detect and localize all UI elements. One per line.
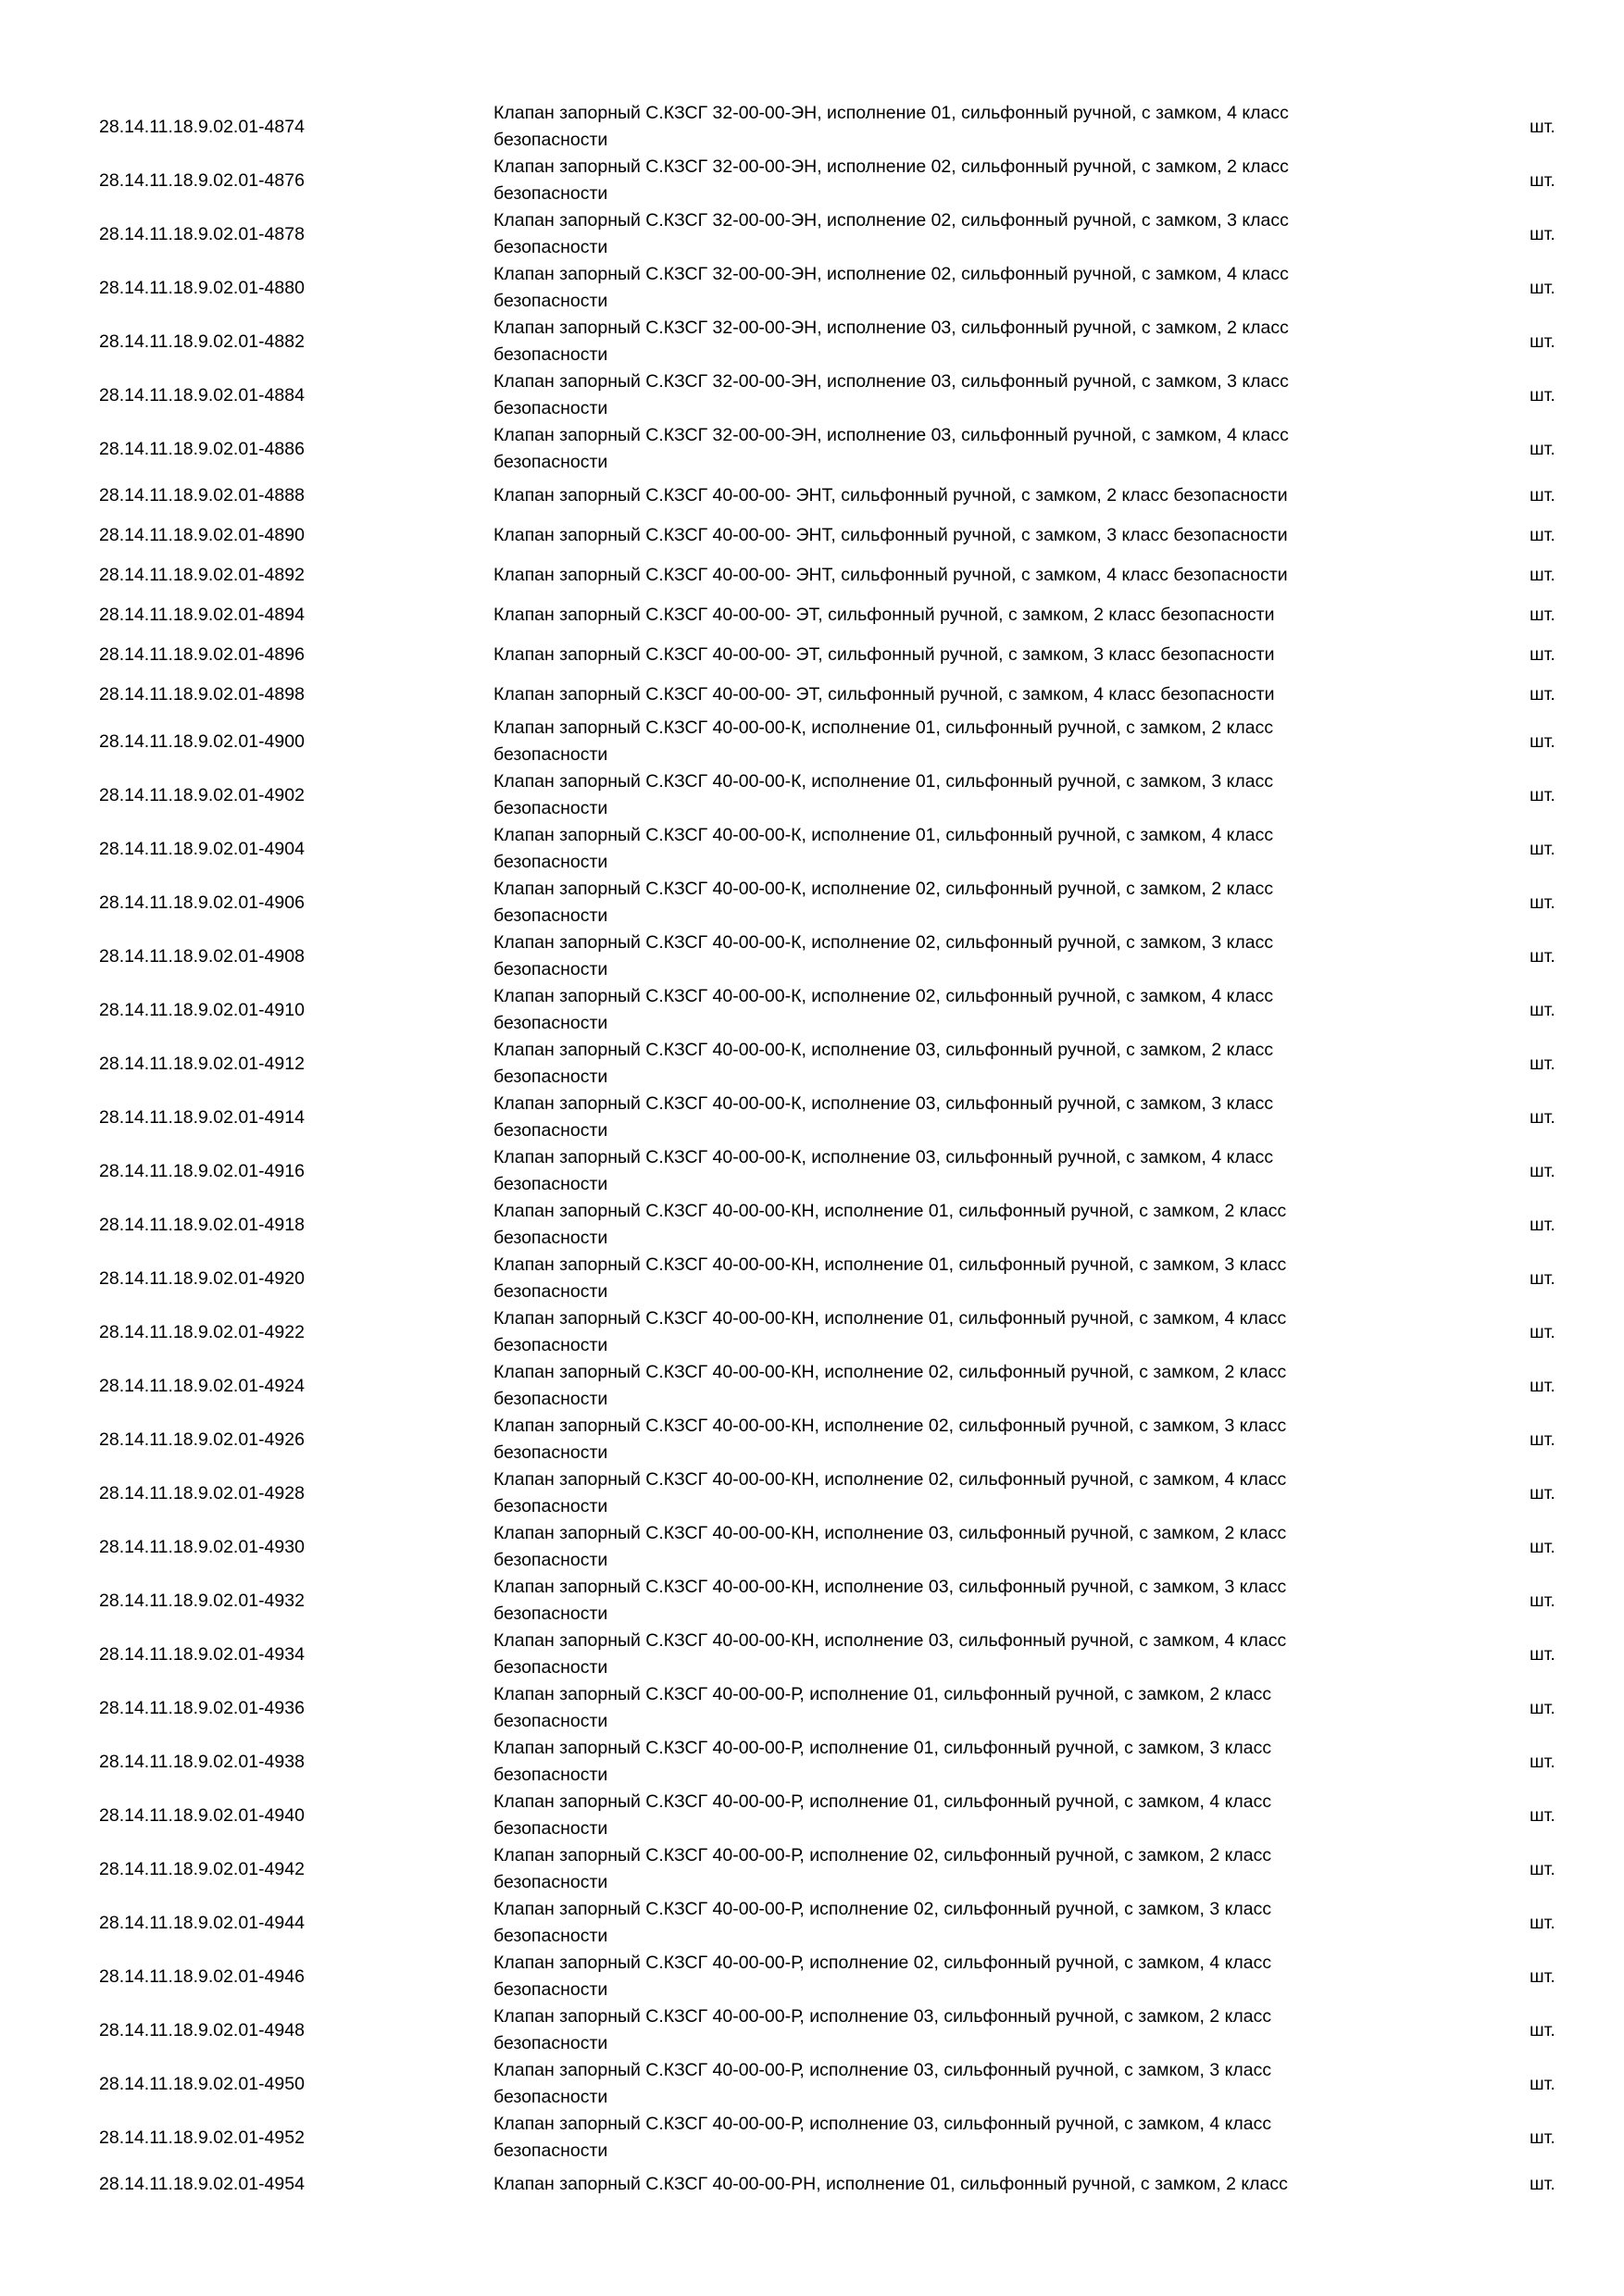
item-code: 28.14.11.18.9.02.01-4918 (99, 1214, 305, 1235)
item-description-text: Клапан запорный С.КЗСГ 40-00-00-К, исполнение 01, сильфонный ручной, с замком, 2 класс безопасности (493, 718, 1274, 765)
item-description (493, 2057, 1382, 2111)
item-description-text: Клапан запорный С.КЗСГ 40-00-00-Р, исполнение 01, сильфонный ручной, с замком, 2 класс безопасности (493, 1684, 1272, 1731)
item-code: 28.14.11.18.9.02.01-4888 (99, 485, 305, 505)
item-description-text: Клапан запорный С.КЗСГ 40-00-00-К, исполнение 03, сильфонный ручной, с замком, 2 класс безопасности (493, 1040, 1274, 1087)
item-description-text: Клапан запорный С.КЗСГ 40-00-00-КН, исполнение 02, сильфонный ручной, с замком, 2 класс безопасности (493, 1362, 1287, 1409)
item-code: 28.14.11.18.9.02.01-4944 (99, 1912, 305, 1933)
item-unit: шт. (1530, 892, 1555, 913)
item-unit: шт. (1530, 2127, 1555, 2148)
item-unit: шт. (1530, 485, 1555, 505)
item-description-text: Клапан запорный С.КЗСГ 40-00-00-Р, исполнение 01, сильфонный ручной, с замком, 3 класс безопасности (493, 1738, 1272, 1785)
item-code: 28.14.11.18.9.02.01-4942 (99, 1858, 305, 1879)
item-description (493, 595, 1382, 635)
item-description-text: Клапан запорный С.КЗСГ 40-00-00-К, исполнение 01, сильфонный ручной, с замком, 3 класс безопасности (493, 771, 1274, 818)
item-description-text: Клапан запорный С.КЗСГ 40-00-00-Р, исполнение 03, сильфонный ручной, с замком, 2 класс безопасности (493, 2006, 1272, 2053)
item-description (493, 983, 1382, 1037)
item-description (493, 207, 1382, 261)
item-code: 28.14.11.18.9.02.01-4912 (99, 1053, 305, 1074)
item-description (493, 1896, 1382, 1950)
item-description (493, 315, 1382, 368)
table-row (0, 154, 1624, 207)
item-description-text: Клапан запорный С.КЗСГ 40-00-00-КН, исполнение 02, сильфонный ручной, с замком, 3 класс безопасности (493, 1416, 1287, 1463)
item-unit: шт. (1530, 1965, 1555, 1987)
item-unit: шт. (1530, 1106, 1555, 1128)
item-code: 28.14.11.18.9.02.01-4940 (99, 1804, 305, 1826)
item-unit: шт. (1530, 1804, 1555, 1826)
item-unit: шт. (1530, 2174, 1555, 2194)
item-code: 28.14.11.18.9.02.01-4876 (99, 169, 305, 191)
item-description-text: Клапан запорный С.КЗСГ 40-00-00-Р, исполнение 01, сильфонный ручной, с замком, 4 класс безопасности (493, 1791, 1272, 1839)
table-row (0, 2111, 1624, 2165)
item-description-text: Клапан запорный С.КЗСГ 40-00-00-К, исполнение 03, сильфонный ручной, с замком, 4 класс безопасности (493, 1147, 1274, 1194)
item-code: 28.14.11.18.9.02.01-4948 (99, 2019, 305, 2040)
table-row (0, 876, 1624, 930)
item-unit: шт. (1530, 1697, 1555, 1718)
item-unit: шт. (1530, 1643, 1555, 1665)
item-code: 28.14.11.18.9.02.01-4924 (99, 1375, 305, 1396)
item-description (493, 822, 1382, 876)
item-code: 28.14.11.18.9.02.01-4880 (99, 277, 305, 298)
item-description (493, 768, 1382, 822)
table-row (0, 315, 1624, 368)
item-description (493, 154, 1382, 207)
item-description (493, 2003, 1382, 2057)
item-description-text: Клапан запорный С.КЗСГ 40-00-00-КН, исполнение 03, сильфонный ручной, с замком, 3 класс безопасности (493, 1577, 1287, 1624)
table-row (0, 1520, 1624, 1574)
item-description (493, 516, 1382, 555)
item-code: 28.14.11.18.9.02.01-4884 (99, 384, 305, 406)
item-description-text: Клапан запорный С.КЗСГ 40-00-00-К, исполнение 02, сильфонный ручной, с замком, 4 класс безопасности (493, 986, 1274, 1033)
item-code: 28.14.11.18.9.02.01-4908 (99, 945, 305, 967)
item-code: 28.14.11.18.9.02.01-4898 (99, 684, 305, 705)
table-row (0, 983, 1624, 1037)
item-code: 28.14.11.18.9.02.01-4938 (99, 1751, 305, 1772)
item-description (493, 1252, 1382, 1305)
item-code: 28.14.11.18.9.02.01-4910 (99, 999, 305, 1020)
item-unit: шт. (1530, 438, 1555, 459)
item-unit: шт. (1530, 1321, 1555, 1342)
item-unit: шт. (1530, 605, 1555, 625)
item-code: 28.14.11.18.9.02.01-4878 (99, 223, 305, 244)
item-unit: шт. (1530, 1375, 1555, 1396)
item-code: 28.14.11.18.9.02.01-4952 (99, 2127, 305, 2148)
item-description-text: Клапан запорный С.КЗСГ 40-00-00- ЭНТ, сильфонный ручной, с замком, 2 класс безопасности (493, 485, 1288, 505)
item-description-text: Клапан запорный С.КЗСГ 32-00-00-ЭН, исполнение 03, сильфонный ручной, с замком, 3 класс безопасности (493, 371, 1289, 418)
table-row (0, 768, 1624, 822)
item-unit: шт. (1530, 1429, 1555, 1450)
item-description (493, 635, 1382, 675)
item-description-text: Клапан запорный С.КЗСГ 40-00-00-КН, исполнение 01, сильфонный ручной, с замком, 4 класс безопасности (493, 1308, 1287, 1355)
item-code: 28.14.11.18.9.02.01-4900 (99, 730, 305, 752)
item-unit: шт. (1530, 116, 1555, 137)
item-unit: шт. (1530, 1536, 1555, 1557)
item-description-text: Клапан запорный С.КЗСГ 40-00-00-КН, исполнение 03, сильфонный ручной, с замком, 2 класс безопасности (493, 1523, 1287, 1570)
item-description (493, 1842, 1382, 1896)
item-code: 28.14.11.18.9.02.01-4926 (99, 1429, 305, 1450)
item-unit: шт. (1530, 1160, 1555, 1181)
item-description (493, 1735, 1382, 1789)
item-code: 28.14.11.18.9.02.01-4934 (99, 1643, 305, 1665)
item-code: 28.14.11.18.9.02.01-4920 (99, 1267, 305, 1289)
item-unit: шт. (1530, 1858, 1555, 1879)
item-code: 28.14.11.18.9.02.01-4896 (99, 644, 305, 665)
item-description-text: Клапан запорный С.КЗСГ 40-00-00-КН, исполнение 01, сильфонный ручной, с замком, 3 класс безопасности (493, 1254, 1287, 1302)
table-row (0, 1198, 1624, 1252)
item-code: 28.14.11.18.9.02.01-4902 (99, 784, 305, 805)
item-description (493, 1305, 1382, 1359)
table-row (0, 1466, 1624, 1520)
item-code: 28.14.11.18.9.02.01-4928 (99, 1482, 305, 1504)
item-code: 28.14.11.18.9.02.01-4936 (99, 1697, 305, 1718)
item-description-text: Клапан запорный С.КЗСГ 40-00-00-РН, исполнение 01, сильфонный ручной, с замком, 2 класс (493, 2174, 1288, 2194)
item-code: 28.14.11.18.9.02.01-4916 (99, 1160, 305, 1181)
item-description-text: Клапан запорный С.КЗСГ 40-00-00-К, исполнение 02, сильфонный ручной, с замком, 2 класс безопасности (493, 879, 1274, 926)
item-description (493, 1466, 1382, 1520)
table-row (0, 675, 1624, 715)
item-code: 28.14.11.18.9.02.01-4874 (99, 116, 305, 137)
table-row (0, 1789, 1624, 1842)
table-row (0, 100, 1624, 154)
item-code: 28.14.11.18.9.02.01-4892 (99, 565, 305, 585)
item-unit: шт. (1530, 1214, 1555, 1235)
table-row (0, 422, 1624, 476)
item-code: 28.14.11.18.9.02.01-4954 (99, 2174, 305, 2194)
item-description-text: Клапан запорный С.КЗСГ 40-00-00-К, исполнение 03, сильфонный ручной, с замком, 3 класс безопасности (493, 1093, 1274, 1141)
item-description-text: Клапан запорный С.КЗСГ 32-00-00-ЭН, исполнение 02, сильфонный ручной, с замком, 3 класс безопасности (493, 210, 1289, 257)
table-row (0, 1628, 1624, 1681)
item-unit: шт. (1530, 1912, 1555, 1933)
table-row (0, 1950, 1624, 2003)
table-row (0, 930, 1624, 983)
item-description (493, 100, 1382, 154)
item-description (493, 1037, 1382, 1091)
item-description-text: Клапан запорный С.КЗСГ 40-00-00- ЭТ, сильфонный ручной, с замком, 3 класс безопасности (493, 644, 1275, 665)
item-unit: шт. (1530, 1267, 1555, 1289)
item-description (493, 1520, 1382, 1574)
table-row (0, 207, 1624, 261)
item-description (493, 422, 1382, 476)
item-unit: шт. (1530, 169, 1555, 191)
item-description-text: Клапан запорный С.КЗСГ 40-00-00-К, исполнение 01, сильфонный ручной, с замком, 4 класс безопасности (493, 825, 1274, 872)
item-description-text: Клапан запорный С.КЗСГ 40-00-00-Р, исполнение 02, сильфонный ручной, с замком, 2 класс безопасности (493, 1845, 1272, 1892)
item-description (493, 261, 1382, 315)
item-description-text: Клапан запорный С.КЗСГ 40-00-00- ЭТ, сильфонный ручной, с замком, 4 класс безопасности (493, 684, 1275, 705)
item-unit: шт. (1530, 1590, 1555, 1611)
item-code: 28.14.11.18.9.02.01-4932 (99, 1590, 305, 1611)
table-row (0, 1359, 1624, 1413)
item-unit: шт. (1530, 684, 1555, 705)
item-unit: шт. (1530, 2019, 1555, 2040)
table-row (0, 476, 1624, 516)
item-unit: шт. (1530, 1751, 1555, 1772)
table-row (0, 715, 1624, 768)
item-description-text: Клапан запорный С.КЗСГ 40-00-00- ЭНТ, сильфонный ручной, с замком, 4 класс безопасности (493, 565, 1288, 585)
table-row (0, 595, 1624, 635)
table-row (0, 2003, 1624, 2057)
item-code: 28.14.11.18.9.02.01-4906 (99, 892, 305, 913)
item-code: 28.14.11.18.9.02.01-4914 (99, 1106, 305, 1128)
item-description (493, 555, 1382, 595)
item-unit: шт. (1530, 223, 1555, 244)
item-code: 28.14.11.18.9.02.01-4904 (99, 838, 305, 859)
document-table (0, 100, 1624, 2204)
item-description (493, 1359, 1382, 1413)
item-description (493, 1628, 1382, 1681)
item-description-text: Клапан запорный С.КЗСГ 40-00-00-Р, исполнение 03, сильфонный ручной, с замком, 3 класс безопасности (493, 2060, 1272, 2107)
item-unit: шт. (1530, 784, 1555, 805)
item-description (493, 476, 1382, 516)
item-description-text: Клапан запорный С.КЗСГ 32-00-00-ЭН, исполнение 02, сильфонный ручной, с замком, 2 класс безопасности (493, 156, 1289, 204)
item-code: 28.14.11.18.9.02.01-4930 (99, 1536, 305, 1557)
item-unit: шт. (1530, 525, 1555, 545)
table-row (0, 1144, 1624, 1198)
item-description-text: Клапан запорный С.КЗСГ 32-00-00-ЭН, исполнение 03, сильфонный ручной, с замком, 4 класс безопасности (493, 425, 1289, 472)
item-unit: шт. (1530, 331, 1555, 352)
table-row (0, 1896, 1624, 1950)
table-row (0, 1091, 1624, 1144)
item-description (493, 1681, 1382, 1735)
item-description-text: Клапан запорный С.КЗСГ 40-00-00-Р, исполнение 02, сильфонный ручной, с замком, 4 класс безопасности (493, 1953, 1272, 2000)
item-code: 28.14.11.18.9.02.01-4946 (99, 1965, 305, 1987)
item-description (493, 675, 1382, 715)
item-description (493, 368, 1382, 422)
item-description-text: Клапан запорный С.КЗСГ 40-00-00-КН, исполнение 01, сильфонный ручной, с замком, 2 класс безопасности (493, 1201, 1287, 1248)
item-description-text: Клапан запорный С.КЗСГ 40-00-00- ЭТ, сильфонный ручной, с замком, 2 класс безопасности (493, 605, 1275, 625)
item-unit: шт. (1530, 644, 1555, 665)
table-row (0, 1037, 1624, 1091)
item-description (493, 1789, 1382, 1842)
table-row (0, 368, 1624, 422)
item-unit: шт. (1530, 384, 1555, 406)
item-unit: шт. (1530, 1482, 1555, 1504)
item-description (493, 876, 1382, 930)
table-row (0, 2165, 1624, 2204)
item-description-text: Клапан запорный С.КЗСГ 40-00-00-К, исполнение 02, сильфонный ручной, с замком, 3 класс безопасности (493, 932, 1274, 980)
table-row (0, 1681, 1624, 1735)
table-row (0, 1252, 1624, 1305)
item-unit: шт. (1530, 1053, 1555, 1074)
item-description-text: Клапан запорный С.КЗСГ 40-00-00-КН, исполнение 03, сильфонный ручной, с замком, 4 класс безопасности (493, 1630, 1287, 1678)
item-description (493, 1574, 1382, 1628)
item-code: 28.14.11.18.9.02.01-4882 (99, 331, 305, 352)
item-code: 28.14.11.18.9.02.01-4922 (99, 1321, 305, 1342)
item-description-text: Клапан запорный С.КЗСГ 32-00-00-ЭН, исполнение 01, сильфонный ручной, с замком, 4 класс безопасности (493, 103, 1289, 150)
table-row (0, 635, 1624, 675)
item-description (493, 715, 1382, 768)
item-unit: шт. (1530, 565, 1555, 585)
item-unit: шт. (1530, 999, 1555, 1020)
item-code: 28.14.11.18.9.02.01-4886 (99, 438, 305, 459)
item-description-text: Клапан запорный С.КЗСГ 40-00-00-Р, исполнение 02, сильфонный ручной, с замком, 3 класс безопасности (493, 1899, 1272, 1946)
item-unit: шт. (1530, 2073, 1555, 2094)
item-code: 28.14.11.18.9.02.01-4894 (99, 605, 305, 625)
item-description-text: Клапан запорный С.КЗСГ 40-00-00- ЭНТ, сильфонный ручной, с замком, 3 класс безопасности (493, 525, 1288, 545)
item-unit: шт. (1530, 730, 1555, 752)
table-row (0, 516, 1624, 555)
item-description-text: Клапан запорный С.КЗСГ 40-00-00-КН, исполнение 02, сильфонный ручной, с замком, 4 класс безопасности (493, 1469, 1287, 1516)
item-description (493, 930, 1382, 983)
table-row (0, 261, 1624, 315)
item-description-text: Клапан запорный С.КЗСГ 40-00-00-Р, исполнение 03, сильфонный ручной, с замком, 4 класс безопасности (493, 2114, 1272, 2161)
item-unit: шт. (1530, 945, 1555, 967)
item-description (493, 1091, 1382, 1144)
item-unit: шт. (1530, 277, 1555, 298)
item-code: 28.14.11.18.9.02.01-4890 (99, 525, 305, 545)
table-row (0, 1413, 1624, 1466)
table-row (0, 2057, 1624, 2111)
item-unit: шт. (1530, 838, 1555, 859)
item-code: 28.14.11.18.9.02.01-4950 (99, 2073, 305, 2094)
table-row (0, 555, 1624, 595)
table-row (0, 1842, 1624, 1896)
item-description (493, 1950, 1382, 2003)
item-description (493, 2165, 1382, 2204)
table-row (0, 822, 1624, 876)
item-description-text: Клапан запорный С.КЗСГ 32-00-00-ЭН, исполнение 02, сильфонный ручной, с замком, 4 класс безопасности (493, 264, 1289, 311)
item-description (493, 2111, 1382, 2165)
item-description (493, 1144, 1382, 1198)
table-row (0, 1574, 1624, 1628)
item-description-text: Клапан запорный С.КЗСГ 32-00-00-ЭН, исполнение 03, сильфонный ручной, с замком, 2 класс безопасности (493, 318, 1289, 365)
item-description (493, 1413, 1382, 1466)
table-row (0, 1735, 1624, 1789)
item-description (493, 1198, 1382, 1252)
table-row (0, 1305, 1624, 1359)
